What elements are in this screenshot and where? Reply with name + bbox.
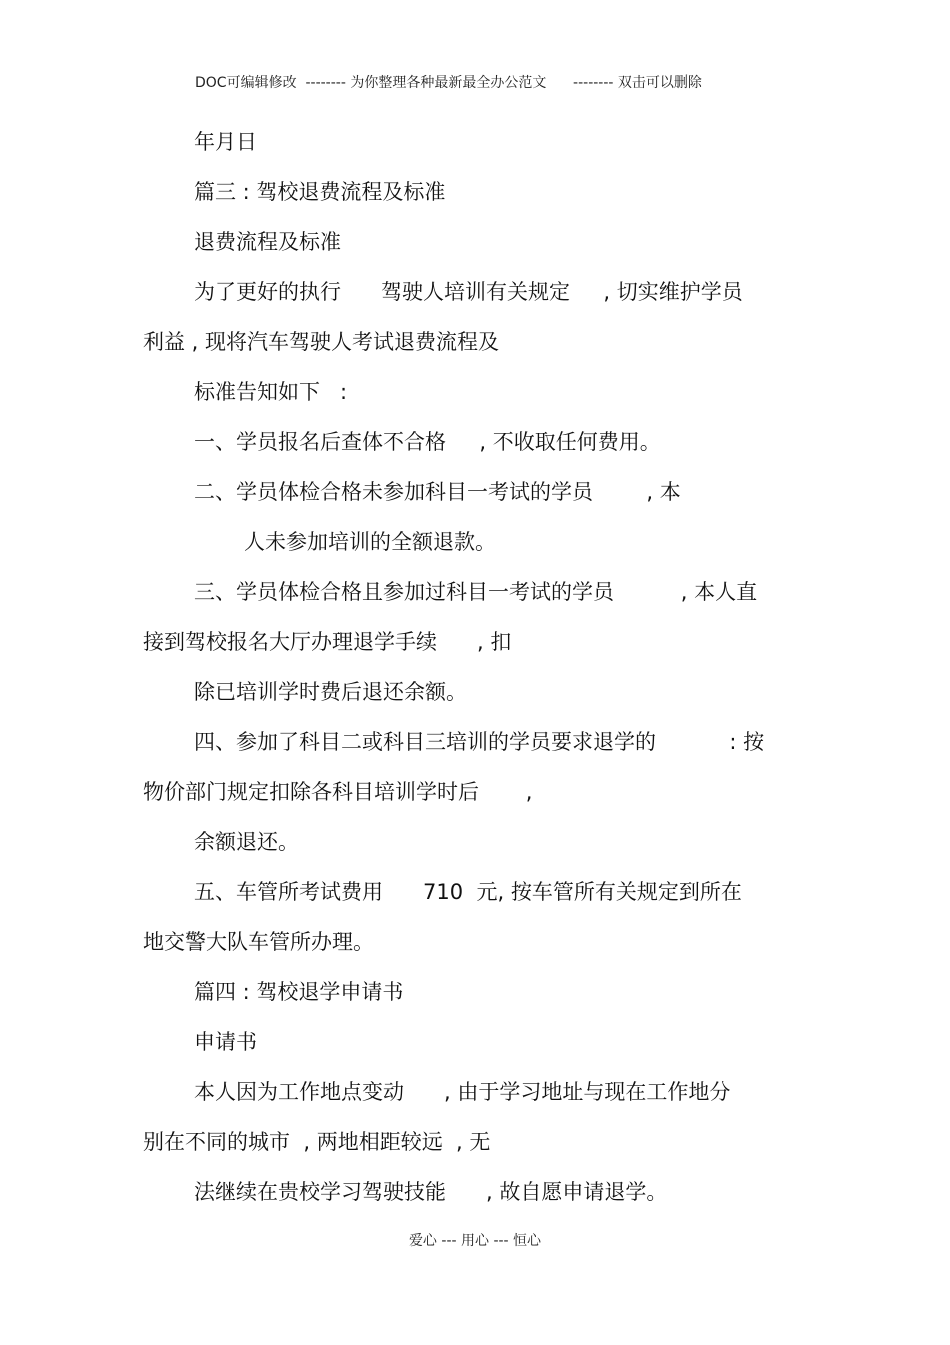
text-line: 为了更好的执行 驾驶人培训有关规定 , 切实维护学员 <box>194 280 743 304</box>
page-header: DOC可编辑修改 -------- 为你整理各种最新最全办公范文 -------- 双击可以删除 <box>195 75 702 91</box>
text-line: 申请书 <box>194 1030 257 1054</box>
page-footer: 爱心 --- 用心 --- 恒心 <box>408 1233 542 1249</box>
text-line: 接到驾校报名大厅办理退学手续 , 扣 <box>143 630 512 654</box>
text-line: 标准告知如下 : <box>194 380 348 404</box>
text-line: 别在不同的城市 , 两地相距较远 , 无 <box>143 1130 491 1154</box>
text-line: 篇三 : 驾校退费流程及标准 <box>194 180 446 204</box>
text-line: 篇四 : 驾校退学申请书 <box>194 980 404 1004</box>
text-line: 地交警大队车管所办理。 <box>143 930 374 954</box>
text-line: 年月日 <box>194 130 257 154</box>
text-line: 一、学员报名后查体不合格 , 不收取任何费用。 <box>194 430 661 454</box>
text-line: 除已培训学时费后退还余额。 <box>194 680 467 704</box>
text-line: 本人因为工作地点变动 , 由于学习地址与现在工作地分 <box>194 1080 731 1104</box>
text-line: 法继续在贵校学习驾驶技能 , 故自愿申请退学。 <box>194 1180 668 1204</box>
text-line: 人未参加培训的全额退款。 <box>244 530 496 554</box>
text-line: 余额退还。 <box>194 830 299 854</box>
text-line: 物价部门规定扣除各科目培训学时后 , <box>143 780 533 804</box>
text-line: 退费流程及标准 <box>194 230 341 254</box>
text-line: 四、参加了科目二或科目三培训的学员要求退学的 : 按 <box>194 730 765 754</box>
text-line: 二、学员体检合格未参加科目一考试的学员 , 本 <box>194 480 681 504</box>
text-line: 三、学员体检合格且参加过科目一考试的学员 , 本人直 <box>194 580 758 604</box>
text-line: 利益 , 现将汽车驾驶人考试退费流程及 <box>143 330 500 354</box>
text-line: 五、车管所考试费用 710 元, 按车管所有关规定到所在 <box>194 880 742 904</box>
